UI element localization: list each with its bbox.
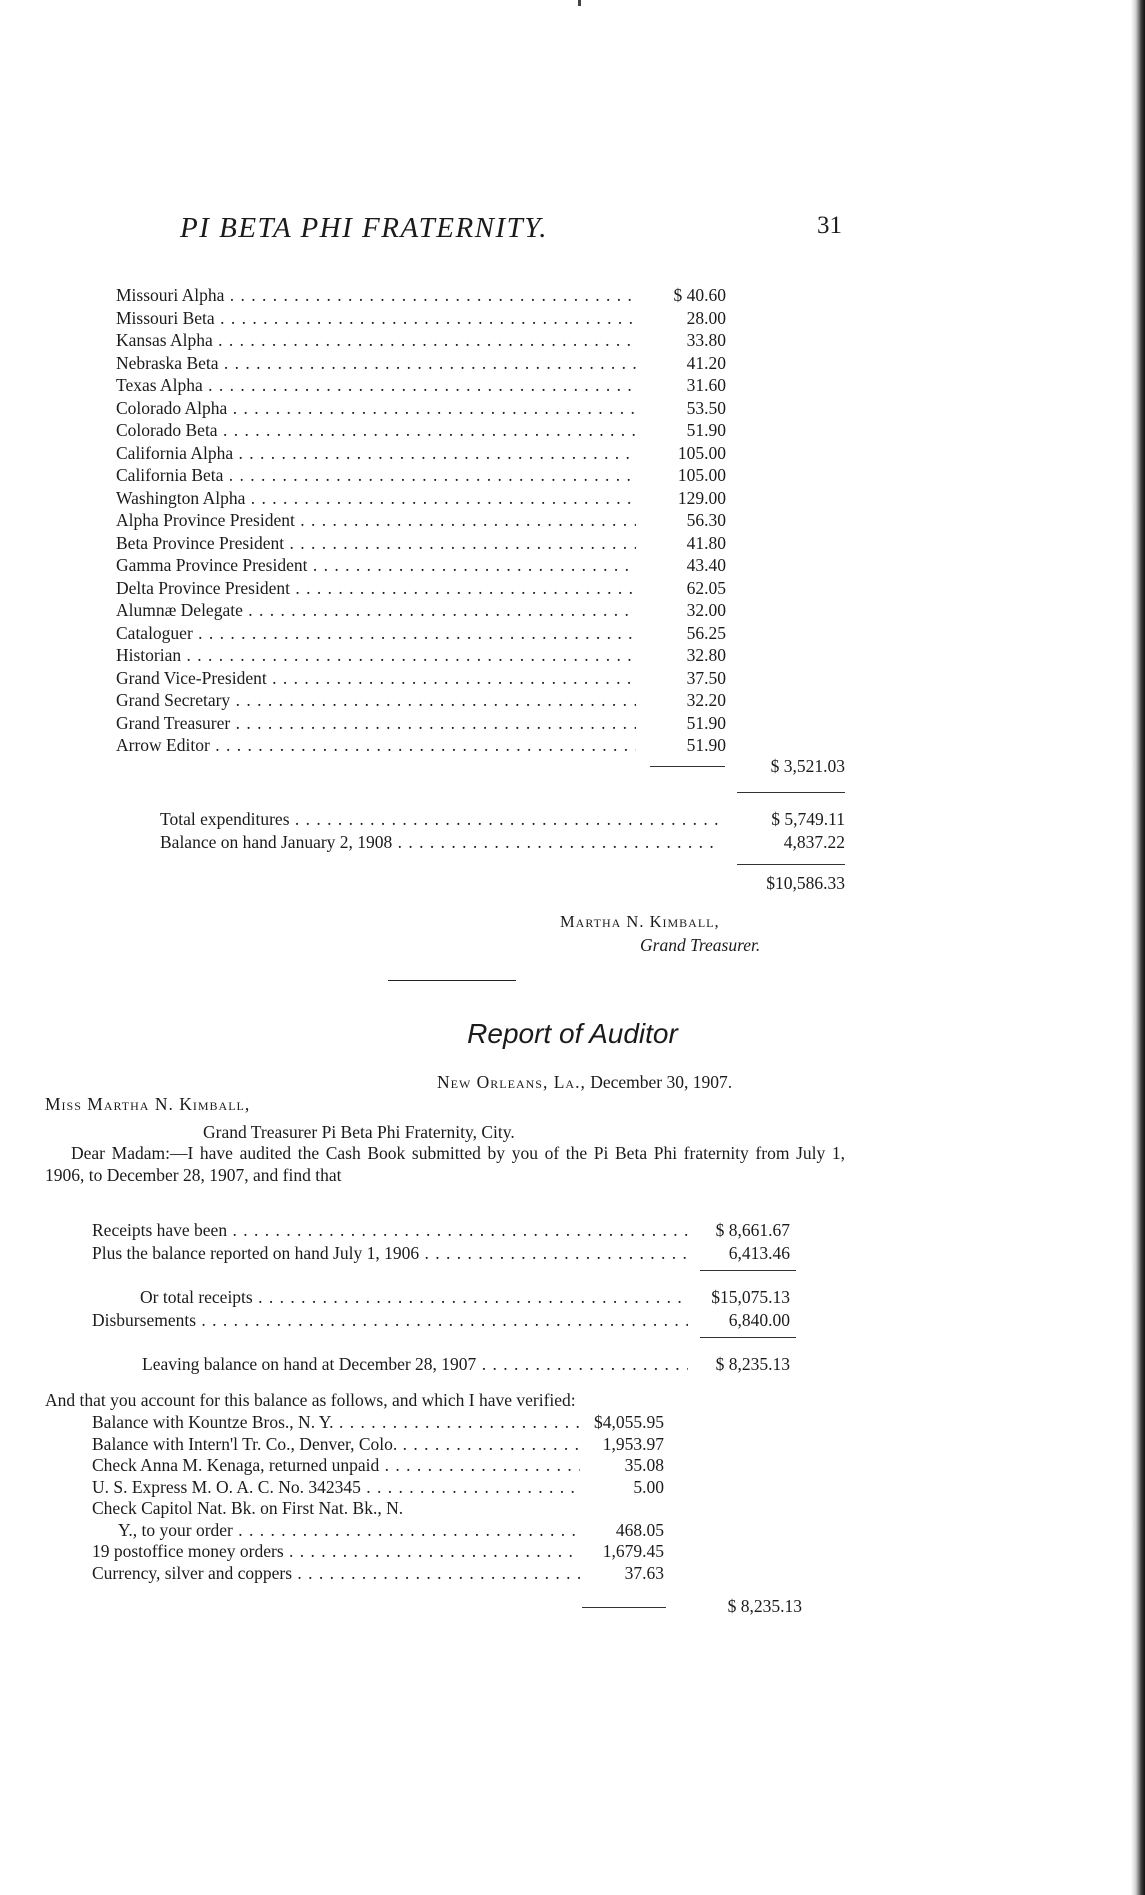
- ledger-label: Colorado Beta . . .: [116, 419, 636, 442]
- ledger-amount: 53.50: [636, 397, 726, 420]
- ledger-label: Colorado Alpha . . .: [116, 397, 636, 420]
- balance-rule: [582, 1607, 666, 1608]
- audit-row: [92, 1286, 812, 1309]
- ledger-label: Gamma Province President . . .: [116, 554, 636, 577]
- expense-ledger: [116, 284, 836, 757]
- balance-row: [92, 1498, 692, 1520]
- ledger-amount: 105.00: [636, 442, 726, 465]
- balance-amount: 37.63: [580, 1563, 664, 1585]
- ledger-amount: 32.00: [636, 599, 726, 622]
- ledger-amount: 31.60: [636, 374, 726, 397]
- ledger-label: California Alpha . . .: [116, 442, 636, 465]
- balance-label: Currency, silver and coppers . . .: [92, 1563, 580, 1585]
- ledger-amount: 28.00: [636, 307, 726, 330]
- ledger-amount: 41.20: [636, 352, 726, 375]
- balance-row: [92, 1541, 692, 1563]
- ledger-row: [116, 644, 836, 667]
- ledger-row: [116, 487, 836, 510]
- ledger-label: Alumnæ Delegate . . .: [116, 599, 636, 622]
- ledger-label: Grand Treasurer . . .: [116, 712, 636, 735]
- dateline-place: New Orleans, La.,: [437, 1072, 586, 1092]
- audit-row: [92, 1242, 812, 1265]
- ledger-label: Cataloguer . . .: [116, 622, 636, 645]
- balance-label: Check Anna M. Kenaga, returned unpaid . . .: [92, 1455, 580, 1477]
- audit-row: [92, 1309, 812, 1332]
- ledger-row: [116, 464, 836, 487]
- ledger-amount: 51.90: [636, 734, 726, 757]
- ledger-row: [116, 622, 836, 645]
- ledger-row: [116, 329, 836, 352]
- audit-amount: $ 8,661.67: [688, 1219, 790, 1242]
- ledger-row: [116, 712, 836, 735]
- balance-row: [92, 1412, 692, 1434]
- ledger-amount: 62.05: [636, 577, 726, 600]
- audit-row: [92, 1219, 812, 1242]
- grand-total-rule: [737, 864, 845, 865]
- balance-label: Check Capitol Nat. Bk. on First Nat. Bk., N.: [92, 1498, 404, 1518]
- totals-label: Balance on hand January 2, 1908 . . .: [160, 831, 720, 854]
- ledger-amount: 105.00: [636, 464, 726, 487]
- addressee: Miss Martha N. Kimball,: [45, 1094, 251, 1114]
- grand-total: $10,586.33: [766, 873, 845, 893]
- ledger-row: [116, 419, 836, 442]
- ledger-label: Nebraska Beta . . .: [116, 352, 636, 375]
- signature-name: Martha N. Kimball,: [560, 912, 720, 931]
- ledger-row: [116, 667, 836, 690]
- ledger-row: [116, 734, 836, 757]
- balance-row: [92, 1477, 692, 1499]
- ledger-label: Historian . . .: [116, 644, 636, 667]
- audit-amount: 6,840.00: [688, 1309, 790, 1332]
- balance-amount: 1,953.97: [580, 1434, 664, 1456]
- balance-row: [92, 1563, 692, 1585]
- balance-label: Balance with Intern'l Tr. Co., Denver, Colo. . . .: [92, 1434, 580, 1456]
- ledger-row: [116, 689, 836, 712]
- audit-label: Disbursements . . .: [92, 1309, 690, 1332]
- totals-row: [160, 808, 850, 831]
- scan-mark: [578, 0, 581, 6]
- ledger-label: Missouri Alpha . . .: [116, 284, 636, 307]
- ledger-row: [116, 599, 836, 622]
- audit-label: Plus the balance reported on hand July 1, 1906 . . .: [92, 1242, 690, 1265]
- audit-label: Receipts have been . . .: [92, 1219, 690, 1242]
- ledger-amount: 129.00: [636, 487, 726, 510]
- ledger-row: [116, 509, 836, 532]
- running-title: PI BETA PHI FRATERNITY.: [180, 212, 548, 244]
- balance-total: $ 8,235.13: [727, 1596, 802, 1616]
- totals-row: [160, 831, 850, 854]
- balance-amount: $4,055.95: [580, 1412, 664, 1434]
- balance-row: [92, 1455, 692, 1477]
- balance-amount: 468.05: [580, 1520, 664, 1542]
- balance-amount: 5.00: [580, 1477, 664, 1499]
- dateline-date: December 30, 1907.: [590, 1072, 733, 1092]
- ledger-amount: 56.30: [636, 509, 726, 532]
- ledger-label: Grand Vice-President . . .: [116, 667, 636, 690]
- balance-label: U. S. Express M. O. A. C. No. 342345 . . .: [92, 1477, 580, 1499]
- ledger-label: Texas Alpha . . .: [116, 374, 636, 397]
- ledger-amount: 32.20: [636, 689, 726, 712]
- section-divider: [388, 980, 516, 981]
- ledger-row: [116, 577, 836, 600]
- totals-amount: $ 5,749.11: [730, 808, 845, 831]
- balance-label: 19 postoffice money orders . . .: [92, 1541, 580, 1563]
- ledger-row: [116, 397, 836, 420]
- ledger-row: [116, 284, 836, 307]
- ledger-row: [116, 532, 836, 555]
- balance-accounting: [92, 1412, 692, 1584]
- audit-label: Or total receipts . . .: [140, 1286, 690, 1309]
- ledger-subtotal: $ 3,521.03: [770, 756, 845, 776]
- ledger-amount: 41.80: [636, 532, 726, 555]
- subtotal-rule: [650, 766, 725, 767]
- page-number: 31: [817, 212, 842, 239]
- ledger-amount: $ 40.60: [636, 284, 726, 307]
- audit-amount: $15,075.13: [688, 1286, 790, 1309]
- audit-rule: [700, 1270, 796, 1271]
- audit-rule: [700, 1337, 796, 1338]
- ledger-label: California Beta . . .: [116, 464, 636, 487]
- ledger-row: [116, 554, 836, 577]
- verify-intro: And that you account for this balance as follows, and which I have verified:: [45, 1390, 576, 1410]
- balance-amount: 35.08: [580, 1455, 664, 1477]
- totals-block: [160, 808, 850, 854]
- dateline: [437, 1072, 732, 1093]
- audit-amount: 6,413.46: [688, 1242, 790, 1265]
- ledger-amount: 51.90: [636, 712, 726, 735]
- balance-label: Balance with Kountze Bros., N. Y. . . .: [92, 1412, 580, 1434]
- ledger-label: Alpha Province President . . .: [116, 509, 636, 532]
- audit-label: Leaving balance on hand at December 28, 1907 . . .: [142, 1353, 690, 1376]
- ledger-label: Kansas Alpha . . .: [116, 329, 636, 352]
- section-heading: Report of Auditor: [467, 1018, 678, 1049]
- audit-row: [92, 1353, 812, 1376]
- totals-label: Total expenditures . . .: [160, 808, 720, 831]
- running-head: [180, 212, 842, 252]
- ledger-row: [116, 374, 836, 397]
- audit-amount: $ 8,235.13: [688, 1353, 790, 1376]
- ledger-amount: 37.50: [636, 667, 726, 690]
- page-edge-shadow: [1131, 0, 1145, 1895]
- addressee-title: Grand Treasurer Pi Beta Phi Fraternity, City.: [203, 1122, 515, 1142]
- audit-summary: [92, 1219, 812, 1376]
- ledger-row: [116, 442, 836, 465]
- totals-rule: [737, 792, 845, 793]
- balance-label: Y., to your order . . .: [118, 1520, 580, 1542]
- balance-amount: 1,679.45: [580, 1541, 664, 1563]
- totals-amount: 4,837.22: [730, 831, 845, 854]
- ledger-amount: 51.90: [636, 419, 726, 442]
- ledger-amount: 32.80: [636, 644, 726, 667]
- ledger-row: [116, 352, 836, 375]
- letter-body: Dear Madam:—I have audited the Cash Book submitted by you of the Pi Beta Phi fraternity from July 1, 1906, to December 28, 1907, and find that: [45, 1143, 845, 1185]
- ledger-amount: 56.25: [636, 622, 726, 645]
- balance-row: [92, 1434, 692, 1456]
- ledger-row: [116, 307, 836, 330]
- ledger-label: Missouri Beta . . .: [116, 307, 636, 330]
- signature-title: Grand Treasurer.: [640, 935, 761, 955]
- ledger-amount: 33.80: [636, 329, 726, 352]
- ledger-label: Beta Province President . . .: [116, 532, 636, 555]
- ledger-label: Grand Secretary . . .: [116, 689, 636, 712]
- ledger-label: Washington Alpha . . .: [116, 487, 636, 510]
- ledger-label: Arrow Editor . . .: [116, 734, 636, 757]
- balance-row: [92, 1520, 692, 1542]
- ledger-label: Delta Province President . . .: [116, 577, 636, 600]
- ledger-amount: 43.40: [636, 554, 726, 577]
